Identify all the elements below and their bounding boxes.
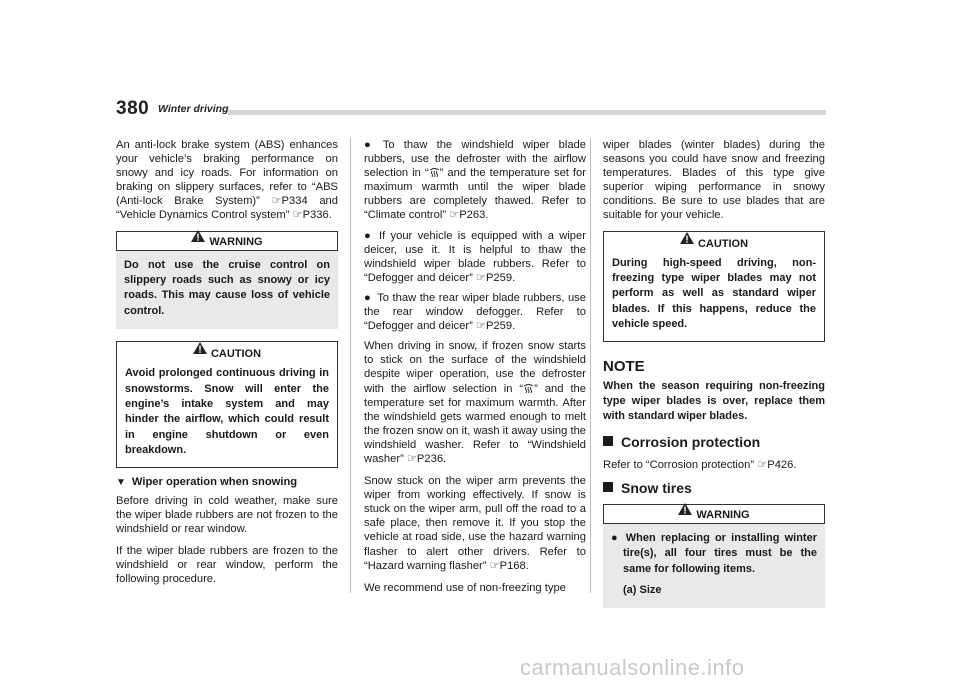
heading-text: Snow tires (621, 479, 692, 496)
defroster-icon (523, 383, 534, 393)
caution-label: CAUTION (697, 237, 749, 250)
bullet-dot: ● (364, 291, 372, 304)
intro-paragraph: An anti-lock brake system (ABS) enhances your vehicle’s braking performance on snowy and icy roads. For information on braking on slippery surfaces, refer to “ABS (Anti-lock Brake System)” ☞P334 and “Vehicle Dynamics Control system” ☞P336. (116, 139, 338, 222)
caution-body: During high-speed driving, non-freezing type wiper blades may not perform as well as standard wiper blades. If this happens, reduce the vehicle speed. (603, 252, 825, 342)
subsection-title: Wiper operation when snowing (131, 475, 298, 488)
warning-item-text: When replacing or installing winter tire(s), all four tires must be the same for following items. (623, 531, 817, 575)
bullet-text: ” and the temperature set for maximum warmth until the wiper blade rubbers are completely thawed. Refer to “Climate control” ☞P263. (364, 167, 586, 222)
column-divider-2 (590, 138, 591, 593)
bullet-item (364, 229, 586, 285)
caution-header (116, 341, 338, 362)
paragraph: We recommend use of non-freezing type (364, 581, 566, 594)
warning-triangle-icon (191, 230, 205, 242)
warning-item (611, 531, 817, 577)
square-bullet-icon (603, 482, 613, 492)
column-3 (603, 138, 825, 608)
watermark: carmanualsonline.info (520, 655, 745, 680)
section-title: Winter driving (158, 103, 229, 115)
note-body: When the season requiring non-freezing type wiper blades is over, replace them with standard wiper blades. (603, 379, 825, 422)
warning-label: WARNING (209, 235, 263, 248)
warning-header (603, 504, 825, 524)
bullet-dot: ● (364, 229, 373, 242)
paragraph: If the wiper blade rubbers are frozen to the windshield or rear window, perform the following procedure. (116, 544, 338, 586)
paragraph: Before driving in cold weather, make sure the wiper blade rubbers are not frozen to the windshield or rear window. (116, 494, 338, 535)
square-bullet-icon (603, 436, 613, 446)
section-heading-corrosion (603, 434, 825, 450)
caution-label: CAUTION (210, 348, 262, 361)
paragraph-text: When driving in snow, if frozen snow starts to stick on the surface of the windshield despite wiper operation, use the defroster with the airflow selection in “ (364, 340, 586, 395)
bullet-text: To thaw the windshield wiper blade rubbers, use the defroster with the airflow selection in “ (364, 139, 587, 180)
page-header (116, 98, 826, 124)
bullet-text: If your vehicle is equipped with a wiper deicer, use it. It is helpful to thaw the windshield wiper blade rubbers. Refer to “Defogger and deicer” ☞P259. (364, 229, 586, 284)
caution-header (603, 231, 825, 252)
column-1 (116, 138, 338, 594)
note-title: NOTE (603, 357, 645, 375)
warning-subitem: (a) Size (623, 583, 662, 596)
caution-body: Avoid prolonged continuous driving in snowstorms. Snow will enter the engine’s intake system and may hinder the airflow, which could result in engine shutdown or even breakdown. (116, 362, 338, 467)
defroster-icon (429, 167, 440, 177)
subsection-heading (116, 476, 338, 488)
bullet-item (364, 138, 586, 223)
caution-triangle-icon (680, 232, 694, 244)
page-number: 380 (116, 98, 150, 119)
paragraph: Refer to “Corrosion protection” ☞P426. (603, 458, 797, 471)
column-divider-1 (350, 138, 351, 593)
paragraph-text: ” and the temperature set for maximum warmth. After the windshield gets warmed enough to melt the frozen snow on it, wash it away using the windshield washer. Refer to “Windshield washer” ☞P236. (364, 382, 587, 465)
warning-body (603, 524, 825, 609)
bullet-dot: ● (611, 531, 620, 544)
warning-body: Do not use the cruise control on slippery roads such as snowy or icy roads. This may cause loss of vehicle control. (116, 251, 338, 330)
paragraph: wiper blades (winter blades) during the seasons you could have snow and freezing temperatures. Blades of this type give superior wiping performance in snowy conditions. Be sure to use blades that are suitable for your vehicle. (603, 139, 825, 222)
warning-header (116, 231, 338, 251)
paragraph (364, 339, 586, 466)
column-2 (364, 138, 586, 603)
bullet-dot: ● (364, 139, 377, 151)
paragraph: Snow stuck on the wiper arm prevents the wiper from working effectively. If snow is stuck on the wiper arm, pull off the road to a safe place, then remove it. If you stop the vehicle at road side, use the hazard warning flasher to alert other drivers. Refer to “Hazard warning flasher” ☞P168. (364, 475, 586, 572)
heading-text: Corrosion protection (621, 433, 761, 450)
warning-label: WARNING (696, 508, 750, 521)
bullet-item (364, 291, 586, 333)
down-triangle-icon: ▼ (116, 476, 126, 488)
section-heading-snow-tires (603, 480, 825, 496)
caution-triangle-icon (193, 342, 207, 354)
warning-triangle-icon (678, 503, 692, 515)
header-rule (228, 110, 826, 115)
bullet-text: To thaw the rear wiper blade rubbers, use the rear window defogger. Refer to “Defogger and deicer” ☞P259. (364, 291, 586, 333)
